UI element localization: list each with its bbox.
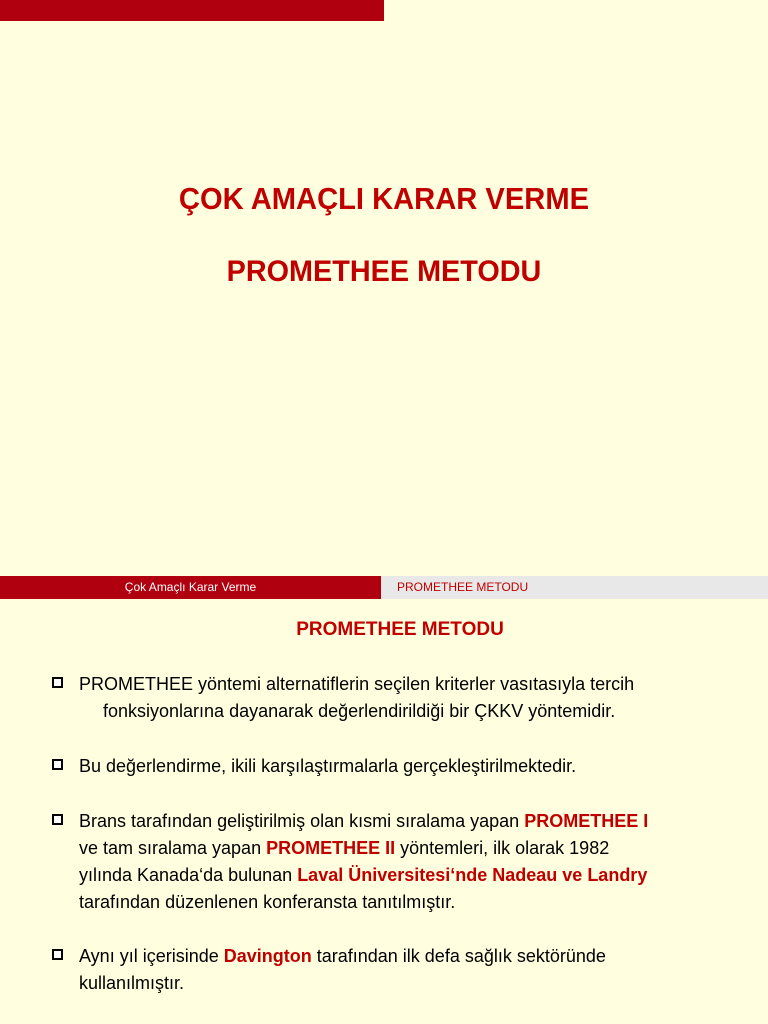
top-accent-bar (0, 0, 384, 21)
title-slide (0, 21, 768, 576)
checkbox-bullet-icon (52, 814, 63, 825)
checkbox-bullet-icon (52, 949, 63, 960)
highlight-promethee-ii: PROMETHEE II (266, 838, 396, 858)
footer-course-title: Çok Amaçlı Karar Verme (0, 576, 381, 599)
bullet-3-text-2: ve tam sıralama yapan (79, 838, 267, 858)
highlight-laval-university: Laval Üniversitesi‘nde Nadeau ve Landry (297, 865, 648, 885)
bullet-4-text-1: Aynı yıl içerisinde (79, 946, 224, 966)
slide-title: ÇOK AMAÇLI KARAR VERME (178, 181, 590, 216)
bullet-3-text-3: yöntemleri, ilk olarak 1982 (395, 838, 610, 858)
section-title: PROMETHEE METODU (296, 619, 504, 640)
slide-footer (0, 576, 768, 599)
bullet-3-text-4: yılında Kanada‘da bulunan (79, 865, 298, 885)
bullet-item-4 (52, 943, 762, 997)
bullet-1-line-1: PROMETHEE yöntemi alternatiflerin seçilen kriterler vasıtasıyla tercih (79, 674, 635, 694)
highlight-davington: Davington (223, 946, 312, 966)
bullet-4-text-3: kullanılmıştır. (79, 973, 185, 993)
highlight-promethee-i: PROMETHEE I (524, 811, 649, 831)
bullet-item-3 (52, 808, 762, 916)
bullet-item-1 (52, 671, 762, 725)
bullet-3-text-5: tarafından düzenlenen konferansta tanıtılmıştır. (79, 892, 456, 912)
bullet-item-2 (52, 753, 762, 780)
footer-topic-title: PROMETHEE METODU (381, 576, 768, 599)
checkbox-bullet-icon (52, 677, 63, 688)
content-slide (0, 599, 768, 1024)
bullet-4-text-2: tarafından ilk defa sağlık sektöründe (311, 946, 606, 966)
checkbox-bullet-icon (52, 759, 63, 770)
bullet-2-text: Bu değerlendirme, ikili karşılaştırmalarla gerçekleştirilmektedir. (79, 756, 577, 776)
bullet-1-line-2: fonksiyonlarına dayanarak değerlendirildiği bir ÇKKV yöntemidir. (103, 701, 616, 721)
bullet-3-text-1: Brans tarafından geliştirilmiş olan kısmi sıralama yapan (79, 811, 525, 831)
slide-subtitle: PROMETHEE METODU (226, 255, 542, 288)
